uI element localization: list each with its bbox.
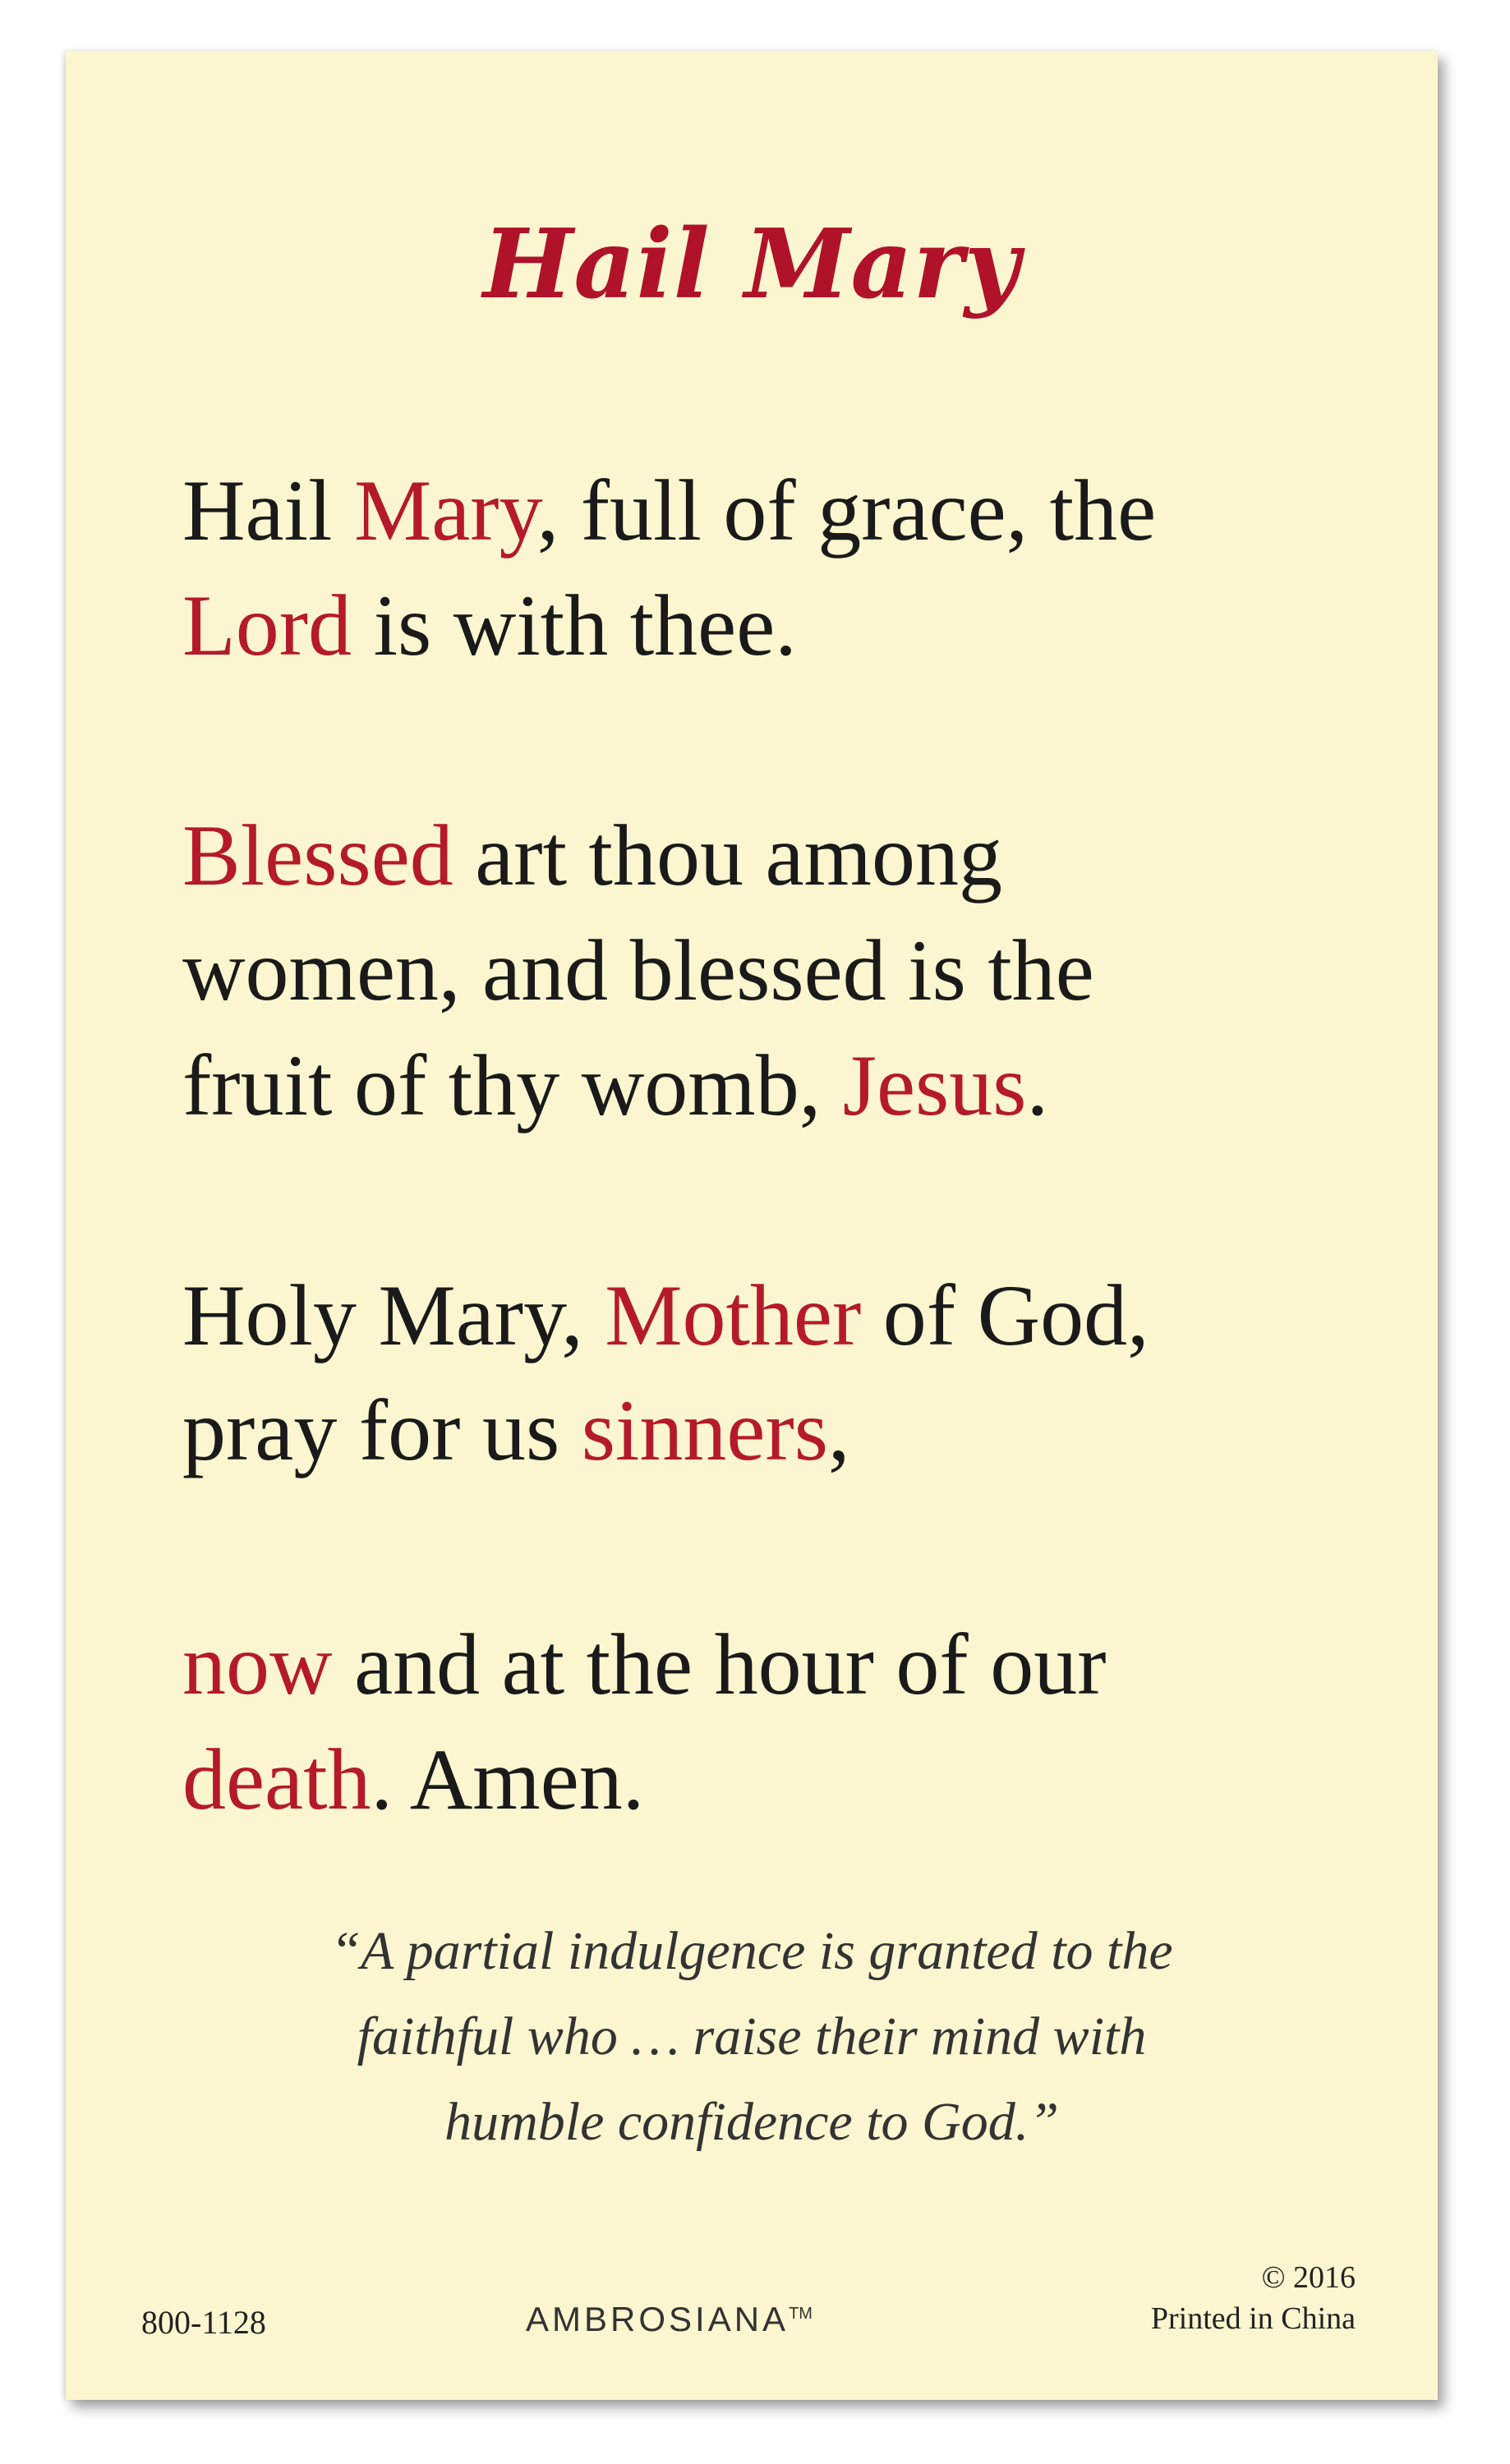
prayer-text: women, and blessed is the (182, 922, 1094, 1018)
prayer-text: art thou among (453, 807, 1002, 903)
indulgence-quote (66, 1909, 1438, 2165)
copyright-year: © 2016 (1261, 2260, 1356, 2295)
prayer-card (66, 51, 1438, 2400)
prayer-text: is with thee. (352, 577, 797, 673)
prayer-emphasis: Mary (354, 462, 537, 559)
card-title: Hail Mary (482, 209, 1021, 320)
quote-line: humble confidence to God.” (444, 2092, 1059, 2152)
prayer-paragraph-2 (182, 798, 1374, 1143)
prayer-text: pray for us (182, 1382, 582, 1478)
prayer-text: . (1026, 1037, 1049, 1133)
copyright-block (1151, 2257, 1356, 2339)
quote-line: “A partial indulgence is granted to the (330, 1921, 1173, 1981)
prayer-emphasis: now (182, 1616, 333, 1712)
prayer-text: Hail (182, 462, 354, 559)
prayer-emphasis: Jesus (842, 1037, 1027, 1133)
prayer-emphasis: Mother (605, 1267, 862, 1363)
brand-name: AMBROSIANA (526, 2300, 790, 2338)
brand-logo (526, 2300, 813, 2339)
prayer-emphasis: death (182, 1731, 371, 1827)
prayer-text: fruit of thy womb, (182, 1037, 843, 1133)
printed-in: Printed in China (1150, 2301, 1356, 2336)
trademark-mark: TM (789, 2305, 813, 2323)
prayer-text: . Amen. (371, 1731, 645, 1827)
prayer-emphasis: sinners (581, 1382, 829, 1478)
prayer-paragraph-1 (182, 453, 1374, 683)
quote-line: faithful who … raise their mind with (357, 2007, 1147, 2066)
prayer-paragraph-3 (182, 1258, 1374, 1488)
product-code: 800-1128 (141, 2304, 266, 2341)
prayer-text: Holy Mary, (182, 1267, 605, 1363)
prayer-text: and at the hour of our (332, 1616, 1107, 1712)
prayer-emphasis: Blessed (182, 807, 453, 903)
prayer-emphasis: Lord (182, 577, 352, 673)
prayer-text: , full of grace, the (536, 462, 1157, 559)
prayer-text: of God, (861, 1267, 1149, 1363)
prayer-paragraph-4 (182, 1607, 1374, 1837)
prayer-text: , (828, 1382, 850, 1478)
